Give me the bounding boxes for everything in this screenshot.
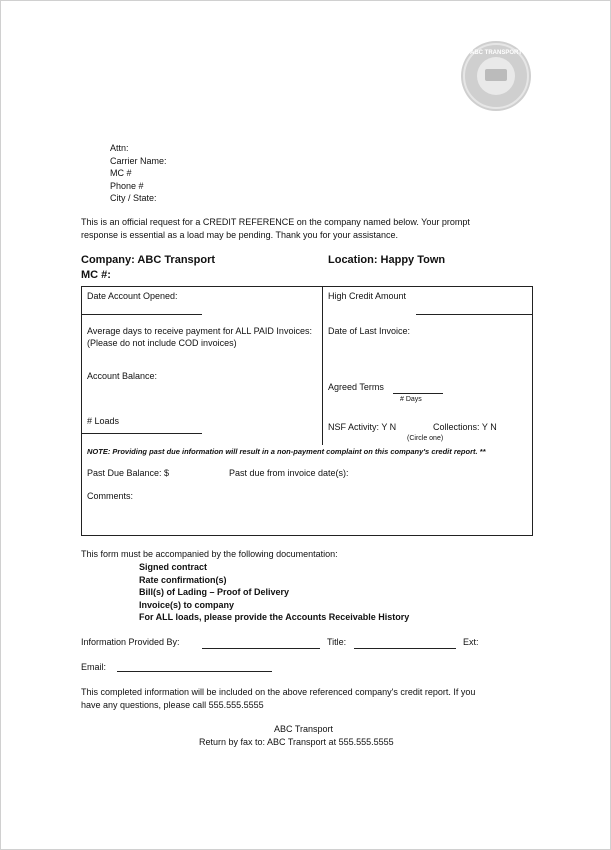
doc-item: Rate confirmation(s): [139, 575, 227, 585]
title-label: Title:: [327, 637, 347, 647]
closing-line-2: have any questions, please call 555.555.5555: [81, 700, 264, 710]
doc-item: Signed contract: [139, 562, 208, 572]
doc-item: For ALL loads, please provide the Accounts Receivable History: [139, 612, 410, 622]
loads-label: # Loads: [87, 416, 120, 426]
high-credit-field[interactable]: [416, 314, 532, 315]
circle-one-caption: (Circle one): [407, 435, 444, 442]
phone-label: Phone #: [110, 181, 144, 191]
info-provided-label: Information Provided By:: [81, 637, 180, 647]
last-invoice-label: Date of Last Invoice:: [328, 326, 411, 336]
past-due-label: Past Due Balance: $: [87, 468, 170, 478]
collections[interactable]: Collections: Y N: [433, 422, 497, 432]
credit-form-box: [81, 286, 533, 536]
closing-line-1: This completed information will be included on the above referenced company's credit report. If you: [81, 687, 476, 697]
high-credit-label: High Credit Amount: [328, 291, 407, 301]
email-label: Email:: [81, 662, 107, 672]
email-field[interactable]: [117, 671, 272, 672]
info-provided-field[interactable]: [202, 648, 320, 649]
loads-field[interactable]: [82, 433, 202, 434]
mc-label: MC #: [110, 168, 132, 178]
title-field[interactable]: [354, 648, 456, 649]
fax-instructions: Return by fax to: ABC Transport at 555.555.5555: [199, 737, 394, 747]
date-opened-field[interactable]: [82, 314, 202, 315]
nsf-activity[interactable]: NSF Activity: Y N: [328, 422, 397, 432]
avg-days-label: Average days to receive payment for ALL PAID Invoices:: [87, 326, 312, 336]
intro-line-2: response is essential as a load may be pending. Thank you for your assistance.: [81, 230, 399, 240]
location-heading: Location: Happy Town: [328, 254, 446, 266]
intro-line-1: This is an official request for a CREDIT REFERENCE on the company named below. Your prompt: [81, 217, 470, 227]
company-logo: ABC TRANSPORT: [463, 43, 529, 109]
ext-label: Ext:: [463, 637, 479, 647]
signature-company: ABC Transport: [274, 724, 334, 734]
city-state-label: City / State:: [110, 193, 157, 203]
comments-label: Comments:: [87, 491, 134, 501]
docs-intro: This form must be accompanied by the following documentation:: [81, 549, 338, 559]
past-due-from-label: Past due from invoice date(s):: [229, 468, 349, 478]
date-opened-label: Date Account Opened:: [87, 291, 178, 301]
doc-item: Invoice(s) to company: [139, 600, 235, 610]
company-heading: Company: ABC Transport: [81, 254, 216, 266]
mc-heading: MC #:: [81, 269, 111, 281]
doc-item: Bill(s) of Lading – Proof of Delivery: [139, 587, 290, 597]
agreed-terms-label: Agreed Terms: [328, 382, 384, 392]
note-text: NOTE: Providing past due information will result in a non-payment complaint on this company's credit report. **: [87, 447, 486, 456]
avg-days-note: (Please do not include COD invoices): [87, 338, 237, 348]
days-caption: # Days: [400, 396, 422, 403]
carrier-name-label: Carrier Name:: [110, 156, 167, 166]
truck-icon: [485, 69, 507, 81]
agreed-terms-field[interactable]: [393, 393, 443, 394]
balance-label: Account Balance:: [87, 371, 158, 381]
attn-label: Attn:: [110, 143, 129, 153]
